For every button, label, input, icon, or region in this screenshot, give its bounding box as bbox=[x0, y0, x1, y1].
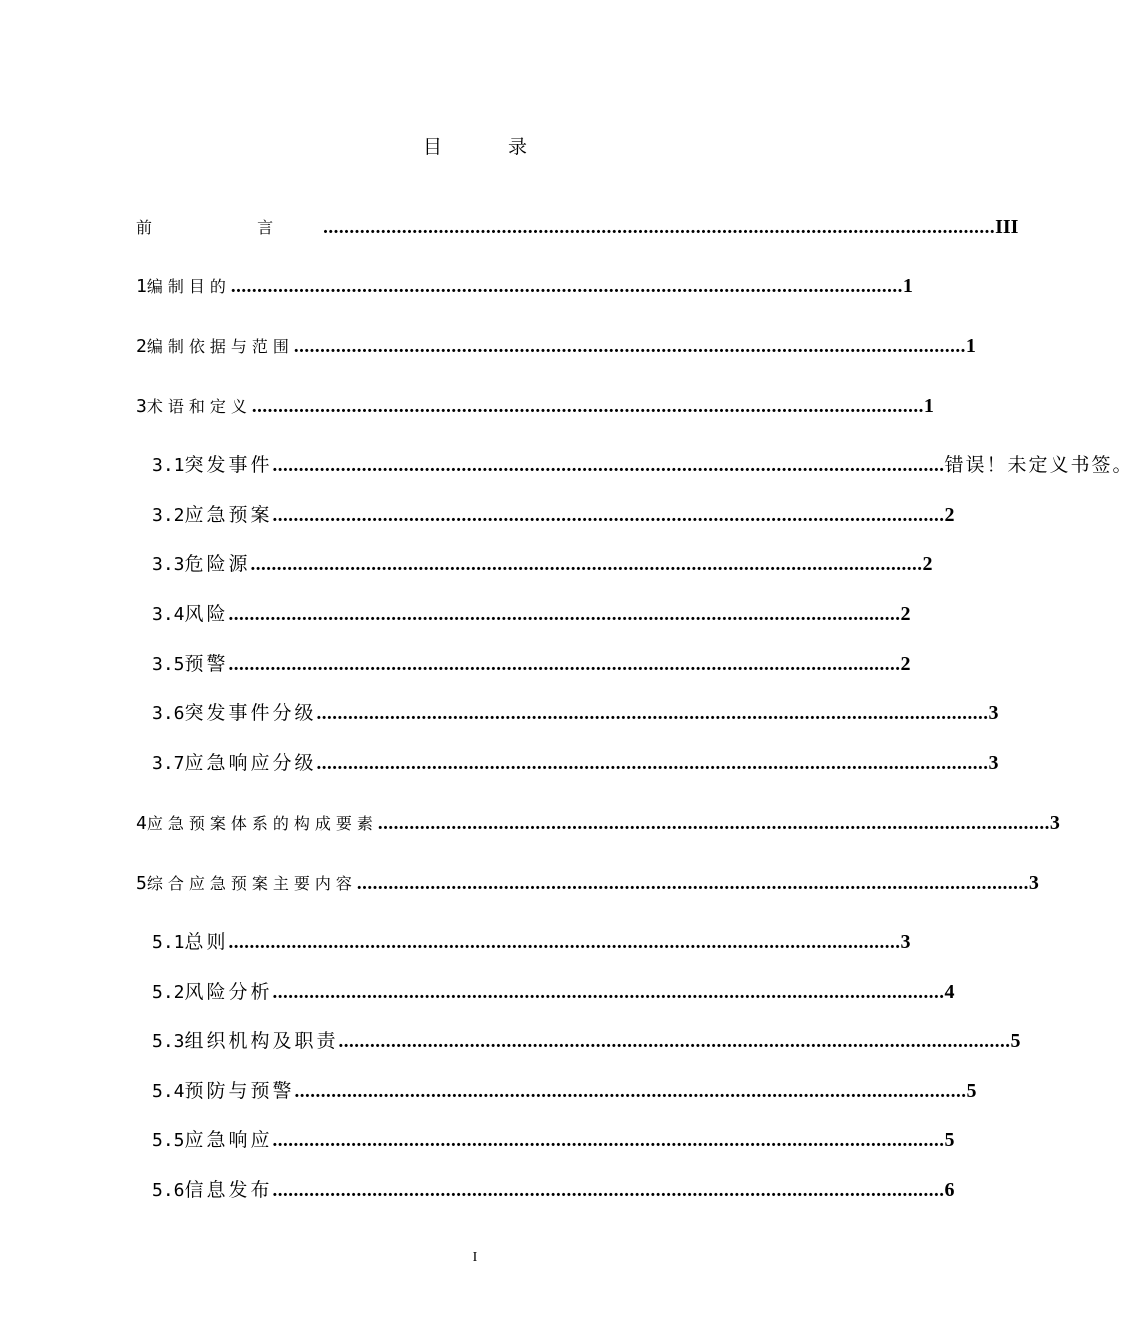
toc-entry-number: 5.6 bbox=[152, 1180, 185, 1201]
toc-entry-number: 3.2 bbox=[152, 505, 185, 526]
toc-leader-dots: ................................................................................................................................ bbox=[294, 1081, 967, 1102]
toc-entry-label: 综合应急预案主要内容 bbox=[146, 874, 357, 893]
toc-entry-label: 前 言 bbox=[136, 218, 324, 237]
toc-entry-number: 5 bbox=[136, 873, 147, 894]
toc-entry-page: 5 bbox=[944, 1129, 955, 1151]
toc-entry-label: 应急预案体系的构成要素 bbox=[146, 814, 378, 833]
toc-entry-label: 信息发布 bbox=[184, 1179, 273, 1201]
toc-entry-label: 突发事件分级 bbox=[184, 702, 317, 724]
toc-leader-dots: ................................................................................................................................ bbox=[272, 982, 945, 1003]
toc-leader-dots: ................................................................................................................................ bbox=[228, 932, 901, 953]
toc-entry-5-2[interactable] bbox=[152, 979, 955, 1006]
toc-entry-3-7[interactable] bbox=[152, 750, 999, 777]
toc-entry-number: 3.1 bbox=[152, 455, 185, 476]
toc-leader-dots: ................................................................................................................................ bbox=[228, 604, 901, 625]
toc-leader-dots: ................................................................................................................................ bbox=[316, 703, 989, 724]
toc-entry-page: 1 bbox=[965, 335, 976, 357]
toc-title: 目 录 bbox=[422, 136, 558, 158]
toc-entry-3-6[interactable] bbox=[152, 700, 999, 727]
toc-entry-4[interactable] bbox=[136, 810, 1060, 837]
toc-entry-number: 5.5 bbox=[152, 1130, 185, 1151]
toc-entry-2[interactable] bbox=[136, 333, 976, 360]
page-number-footer: I bbox=[472, 1250, 478, 1265]
toc-entry-page: 2 bbox=[922, 553, 933, 575]
toc-entry-page: 4 bbox=[944, 981, 955, 1003]
toc-entry-number: 3 bbox=[136, 396, 147, 417]
toc-entry-3[interactable] bbox=[136, 393, 934, 420]
toc-entry-preface[interactable] bbox=[136, 214, 1019, 241]
toc-entry-page: 2 bbox=[900, 603, 911, 625]
toc-leader-dots: ................................................................................................................................ bbox=[272, 455, 945, 476]
toc-entry-page-error: 错误！未定义书签。 bbox=[944, 454, 1134, 476]
toc-entry-number: 5.4 bbox=[152, 1081, 185, 1102]
toc-entry-label: 预防与预警 bbox=[184, 1080, 295, 1102]
toc-leader-dots: ................................................................................................................................ bbox=[293, 336, 966, 357]
toc-entry-3-1[interactable] bbox=[152, 452, 1134, 479]
toc-leader-dots: ................................................................................................................................ bbox=[338, 1031, 1011, 1052]
toc-entry-page: 3 bbox=[1028, 872, 1039, 894]
toc-entry-page: 3 bbox=[900, 931, 911, 953]
toc-entry-page: 6 bbox=[944, 1179, 955, 1201]
toc-entry-number: 5.3 bbox=[152, 1031, 185, 1052]
toc-entry-3-4[interactable] bbox=[152, 601, 911, 628]
toc-leader-dots: ................................................................................................................................ bbox=[272, 1130, 945, 1151]
toc-entry-number: 2 bbox=[136, 336, 147, 357]
toc-entry-label: 风险 bbox=[184, 603, 229, 625]
toc-entry-label: 突发事件 bbox=[184, 454, 273, 476]
toc-entry-number: 3.4 bbox=[152, 604, 185, 625]
toc-entry-3-3[interactable] bbox=[152, 551, 933, 578]
toc-entry-page: 3 bbox=[1049, 812, 1060, 834]
toc-entry-5-4[interactable] bbox=[152, 1078, 977, 1105]
toc-entry-1[interactable] bbox=[136, 273, 913, 300]
toc-entry-label: 预警 bbox=[184, 653, 229, 675]
toc-entry-label: 应急预案 bbox=[184, 504, 273, 526]
toc-leader-dots: ................................................................................................................................ bbox=[316, 753, 989, 774]
toc-entry-number: 3.3 bbox=[152, 554, 185, 575]
toc-leader-dots: ................................................................................................................................ bbox=[228, 654, 901, 675]
toc-entry-label: 应急响应 bbox=[184, 1129, 273, 1151]
toc-entry-number: 5.2 bbox=[152, 982, 185, 1003]
toc-entry-5-5[interactable] bbox=[152, 1127, 955, 1154]
toc-leader-dots: ................................................................................................................................ bbox=[323, 217, 996, 238]
toc-leader-dots: ................................................................................................................................ bbox=[272, 505, 945, 526]
toc-leader-dots: ................................................................................................................................ bbox=[377, 813, 1050, 834]
toc-entry-label: 风险分析 bbox=[184, 981, 273, 1003]
toc-entry-label: 术语和定义 bbox=[146, 397, 252, 416]
toc-entry-number: 4 bbox=[136, 813, 147, 834]
toc-entry-page: 5 bbox=[966, 1080, 977, 1102]
toc-entry-label: 总则 bbox=[184, 931, 229, 953]
toc-entry-page: 1 bbox=[902, 275, 913, 297]
toc-entry-label: 编制目的 bbox=[146, 277, 231, 296]
toc-leader-dots: ................................................................................................................................ bbox=[272, 1180, 945, 1201]
toc-entry-5-1[interactable] bbox=[152, 929, 911, 956]
toc-entry-number: 3.7 bbox=[152, 753, 185, 774]
toc-entry-label: 编制依据与范围 bbox=[146, 337, 294, 356]
toc-leader-dots: ................................................................................................................................ bbox=[356, 873, 1029, 894]
toc-leader-dots: ................................................................................................................................ bbox=[251, 396, 924, 417]
toc-entry-number: 3.5 bbox=[152, 654, 185, 675]
toc-entry-label: 危险源 bbox=[184, 553, 251, 575]
toc-entry-5-6[interactable] bbox=[152, 1177, 955, 1204]
toc-entry-number: 3.6 bbox=[152, 703, 185, 724]
toc-entry-page: 3 bbox=[988, 702, 999, 724]
toc-entry-5[interactable] bbox=[136, 870, 1039, 897]
toc-entry-5-3[interactable] bbox=[152, 1028, 1021, 1055]
toc-entry-page: 2 bbox=[900, 653, 911, 675]
toc-entry-page: 1 bbox=[923, 395, 934, 417]
toc-entry-page: III bbox=[995, 216, 1019, 238]
toc-entry-number: 5.1 bbox=[152, 932, 185, 953]
toc-entry-label: 应急响应分级 bbox=[184, 752, 317, 774]
toc-entry-3-5[interactable] bbox=[152, 651, 911, 678]
toc-entry-page: 2 bbox=[944, 504, 955, 526]
toc-entry-page: 5 bbox=[1010, 1030, 1021, 1052]
toc-leader-dots: ................................................................................................................................ bbox=[250, 554, 923, 575]
toc-entry-3-2[interactable] bbox=[152, 502, 955, 529]
toc-entry-number: 1 bbox=[136, 276, 147, 297]
toc-leader-dots: ................................................................................................................................ bbox=[230, 276, 903, 297]
toc-entry-label: 组织机构及职责 bbox=[184, 1030, 339, 1052]
toc-entry-page: 3 bbox=[988, 752, 999, 774]
